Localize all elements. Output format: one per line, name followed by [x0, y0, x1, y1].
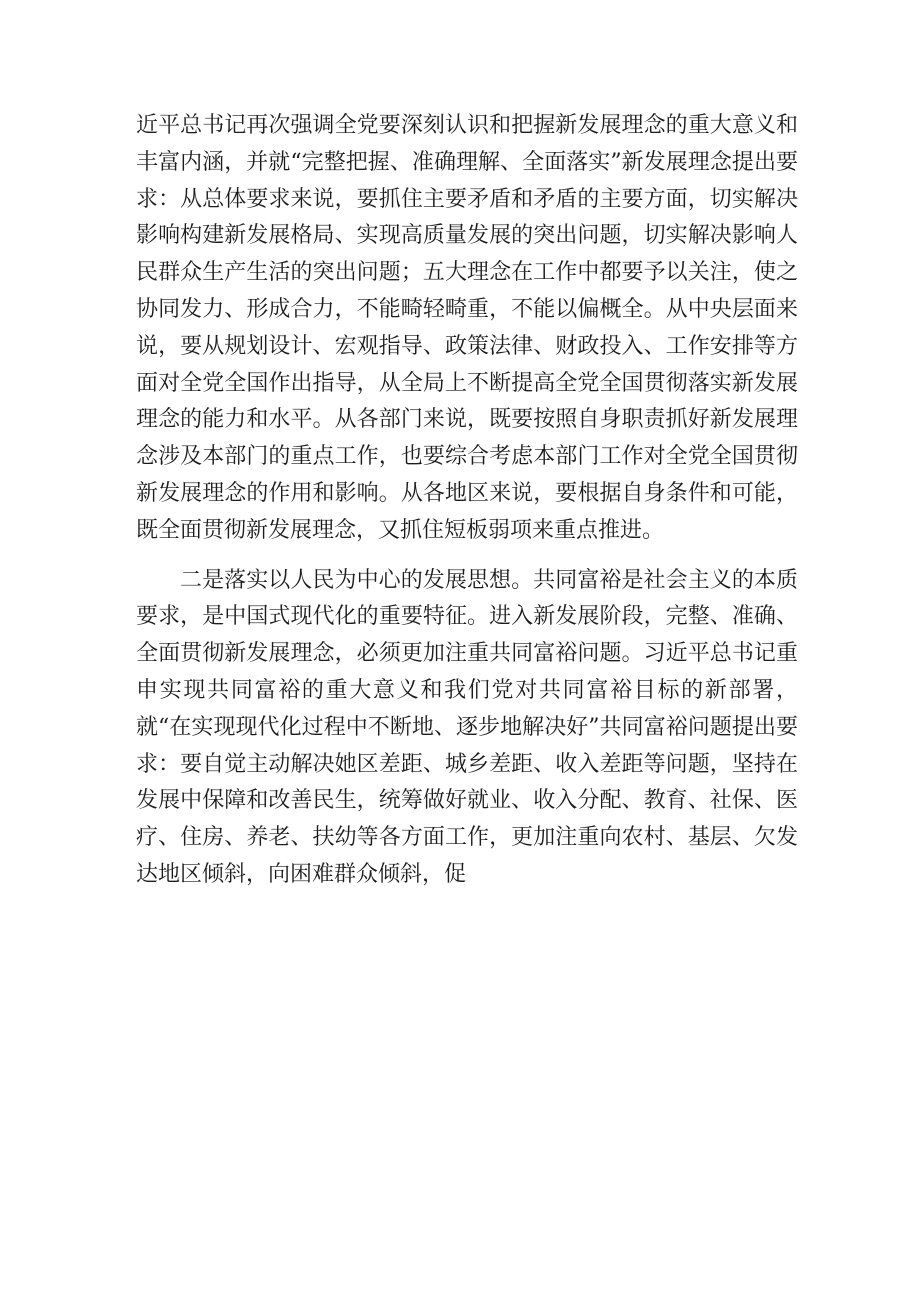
document-body — [136, 108, 798, 894]
paragraph-new-development-concept: 近平总书记再次强调全党要深刻认识和把握新发展理念的重大意义和丰富内涵，并就“完整把握、准确理解、全面落实”新发展理念提出要求：从总体要求来说，要抓住主要矛盾和矛盾的主要方面，切实解决影响构建新发展格局、实现高质量发展的突出问题，切实解决影响人民群众生产生活的突出问题；五大理念在工作中都要予以关注，使之协同发力、形成合力，不能畸轻畸重，不能以偏概全。从中央层面来说，要从规划设计、宏观指导、政策法律、财政投入、工作安排等方面对全党全国作出指导，从全局上不断提高全党全国贯彻落实新发展理念的能力和水平。从各部门来说，既要按照自身职责抓好新发展理念涉及本部门的重点工作，也要综合考虑本部门工作对全党全国贯彻新发展理念的作用和影响。从各地区来说，要根据自身条件和可能，既全面贯彻新发展理念，又抓住短板弱项来重点推进。 — [136, 113, 798, 543]
paragraph-people-centered-development: 二是落实以人民为中心的发展思想。共同富裕是社会主义的本质要求，是中国式现代化的重要特征。进入新发展阶段，完整、准确、全面贯彻新发展理念，必须更加注重共同富裕问题。习近平总书记重申实现共同富裕的重大意义和我们党对共同富裕目标的新部署，就“在实现现代化过程中不断地、逐步地解决好”共同富裕问题提出要求：要自觉主动解决她区差距、城乡差距、收入差距等问题，坚持在发展中保障和改善民生，统筹做好就业、收入分配、教育、社保、医疗、住房、养老、扶幼等各方面工作，更加注重向农村、基层、欠发达地区倾斜，向困难群众倾斜，促 — [136, 567, 798, 887]
